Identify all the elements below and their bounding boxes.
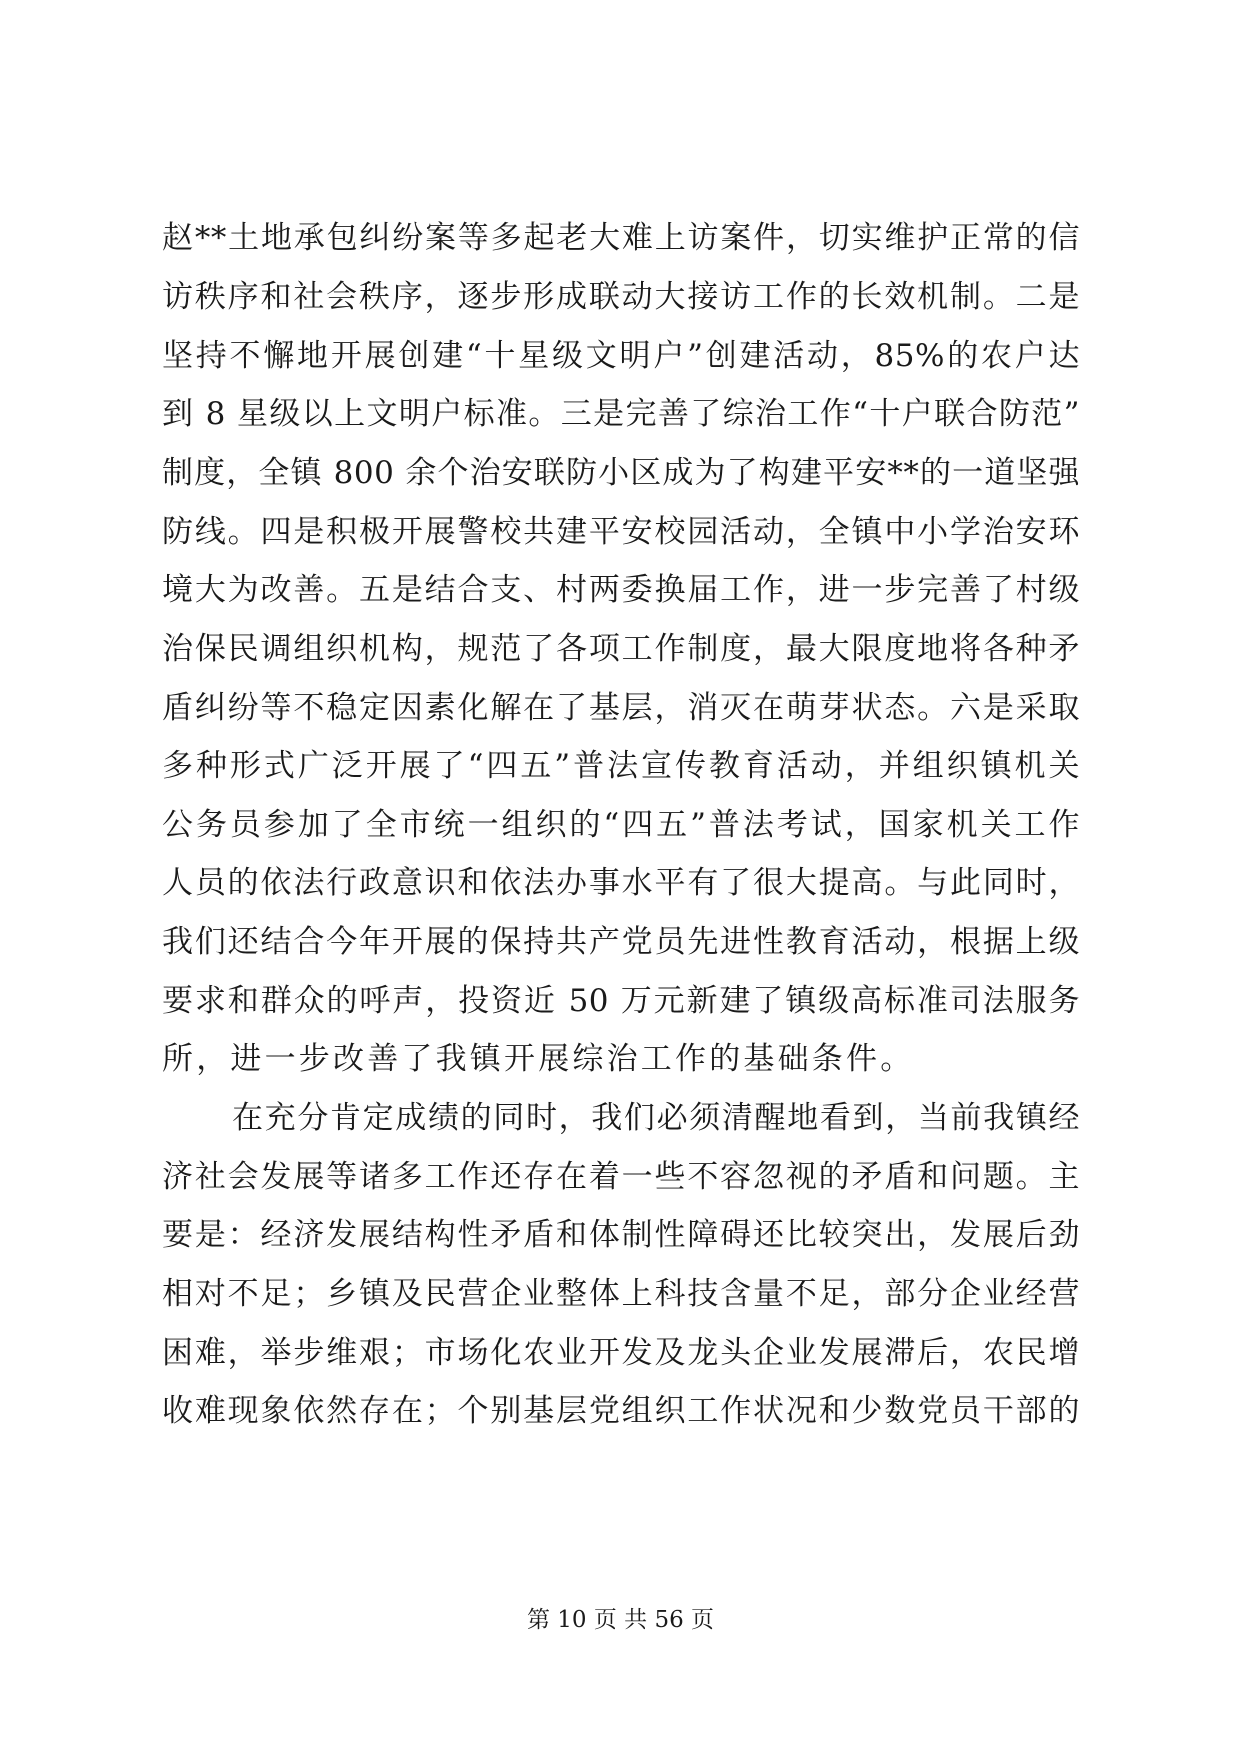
body-line: 济社会发展等诸多工作还存在着一些不容忽视的矛盾和问题。主 (162, 1159, 1080, 1195)
page-number-footer: 第 10 页 共 56 页 (526, 1607, 715, 1633)
body-line: 治保民调组织机构，规范了各项工作制度，最大限度地将各种矛 (162, 631, 1080, 667)
body-line: 要求和群众的呼声，投资近 50 万元新建了镇级高标准司法服务 (162, 983, 1080, 1019)
body-line: 坚持不懈地开展创建“十星级文明户”创建活动，85%的农户达 (162, 338, 1080, 374)
body-line: 制度，全镇 800 余个治安联防小区成为了构建平安**的一道坚强 (162, 455, 1080, 491)
paragraph-first-line: 在充分肯定成绩的同时，我们必须清醒地看到，当前我镇经 (232, 1100, 1080, 1136)
body-line: 防线。四是积极开展警校共建平安校园活动，全镇中小学治安环 (162, 514, 1080, 550)
body-line: 相对不足；乡镇及民营企业整体上科技含量不足，部分企业经营 (162, 1276, 1080, 1312)
body-line: 多种形式广泛开展了“四五”普法宣传教育活动，并组织镇机关 (162, 748, 1080, 784)
body-line: 访秩序和社会秩序，逐步形成联动大接访工作的长效机制。二是 (162, 279, 1080, 315)
body-line: 收难现象依然存在；个别基层党组织工作状况和少数党员干部的 (162, 1393, 1080, 1429)
body-line: 所，进一步改善了我镇开展综治工作的基础条件。 (162, 1041, 915, 1077)
body-line: 人员的依法行政意识和依法办事水平有了很大提高。与此同时， (162, 865, 1080, 901)
body-line: 盾纠纷等不稳定因素化解在了基层，消灭在萌芽状态。六是采取 (162, 690, 1080, 726)
body-line: 困难，举步维艰；市场化农业开发及龙头企业发展滞后，农民增 (162, 1335, 1080, 1371)
body-line: 赵**土地承包纠纷案等多起老大难上访案件，切实维护正常的信 (162, 220, 1080, 256)
body-line: 到 8 星级以上文明户标准。三是完善了综治工作“十户联合防范” (162, 396, 1080, 432)
body-line: 境大为改善。五是结合支、村两委换届工作，进一步完善了村级 (162, 572, 1080, 608)
body-line: 我们还结合今年开展的保持共产党员先进性教育活动，根据上级 (162, 924, 1080, 960)
body-line: 要是：经济发展结构性矛盾和体制性障碍还比较突出，发展后劲 (162, 1217, 1080, 1253)
body-line: 公务员参加了全市统一组织的“四五”普法考试，国家机关工作 (162, 807, 1080, 843)
